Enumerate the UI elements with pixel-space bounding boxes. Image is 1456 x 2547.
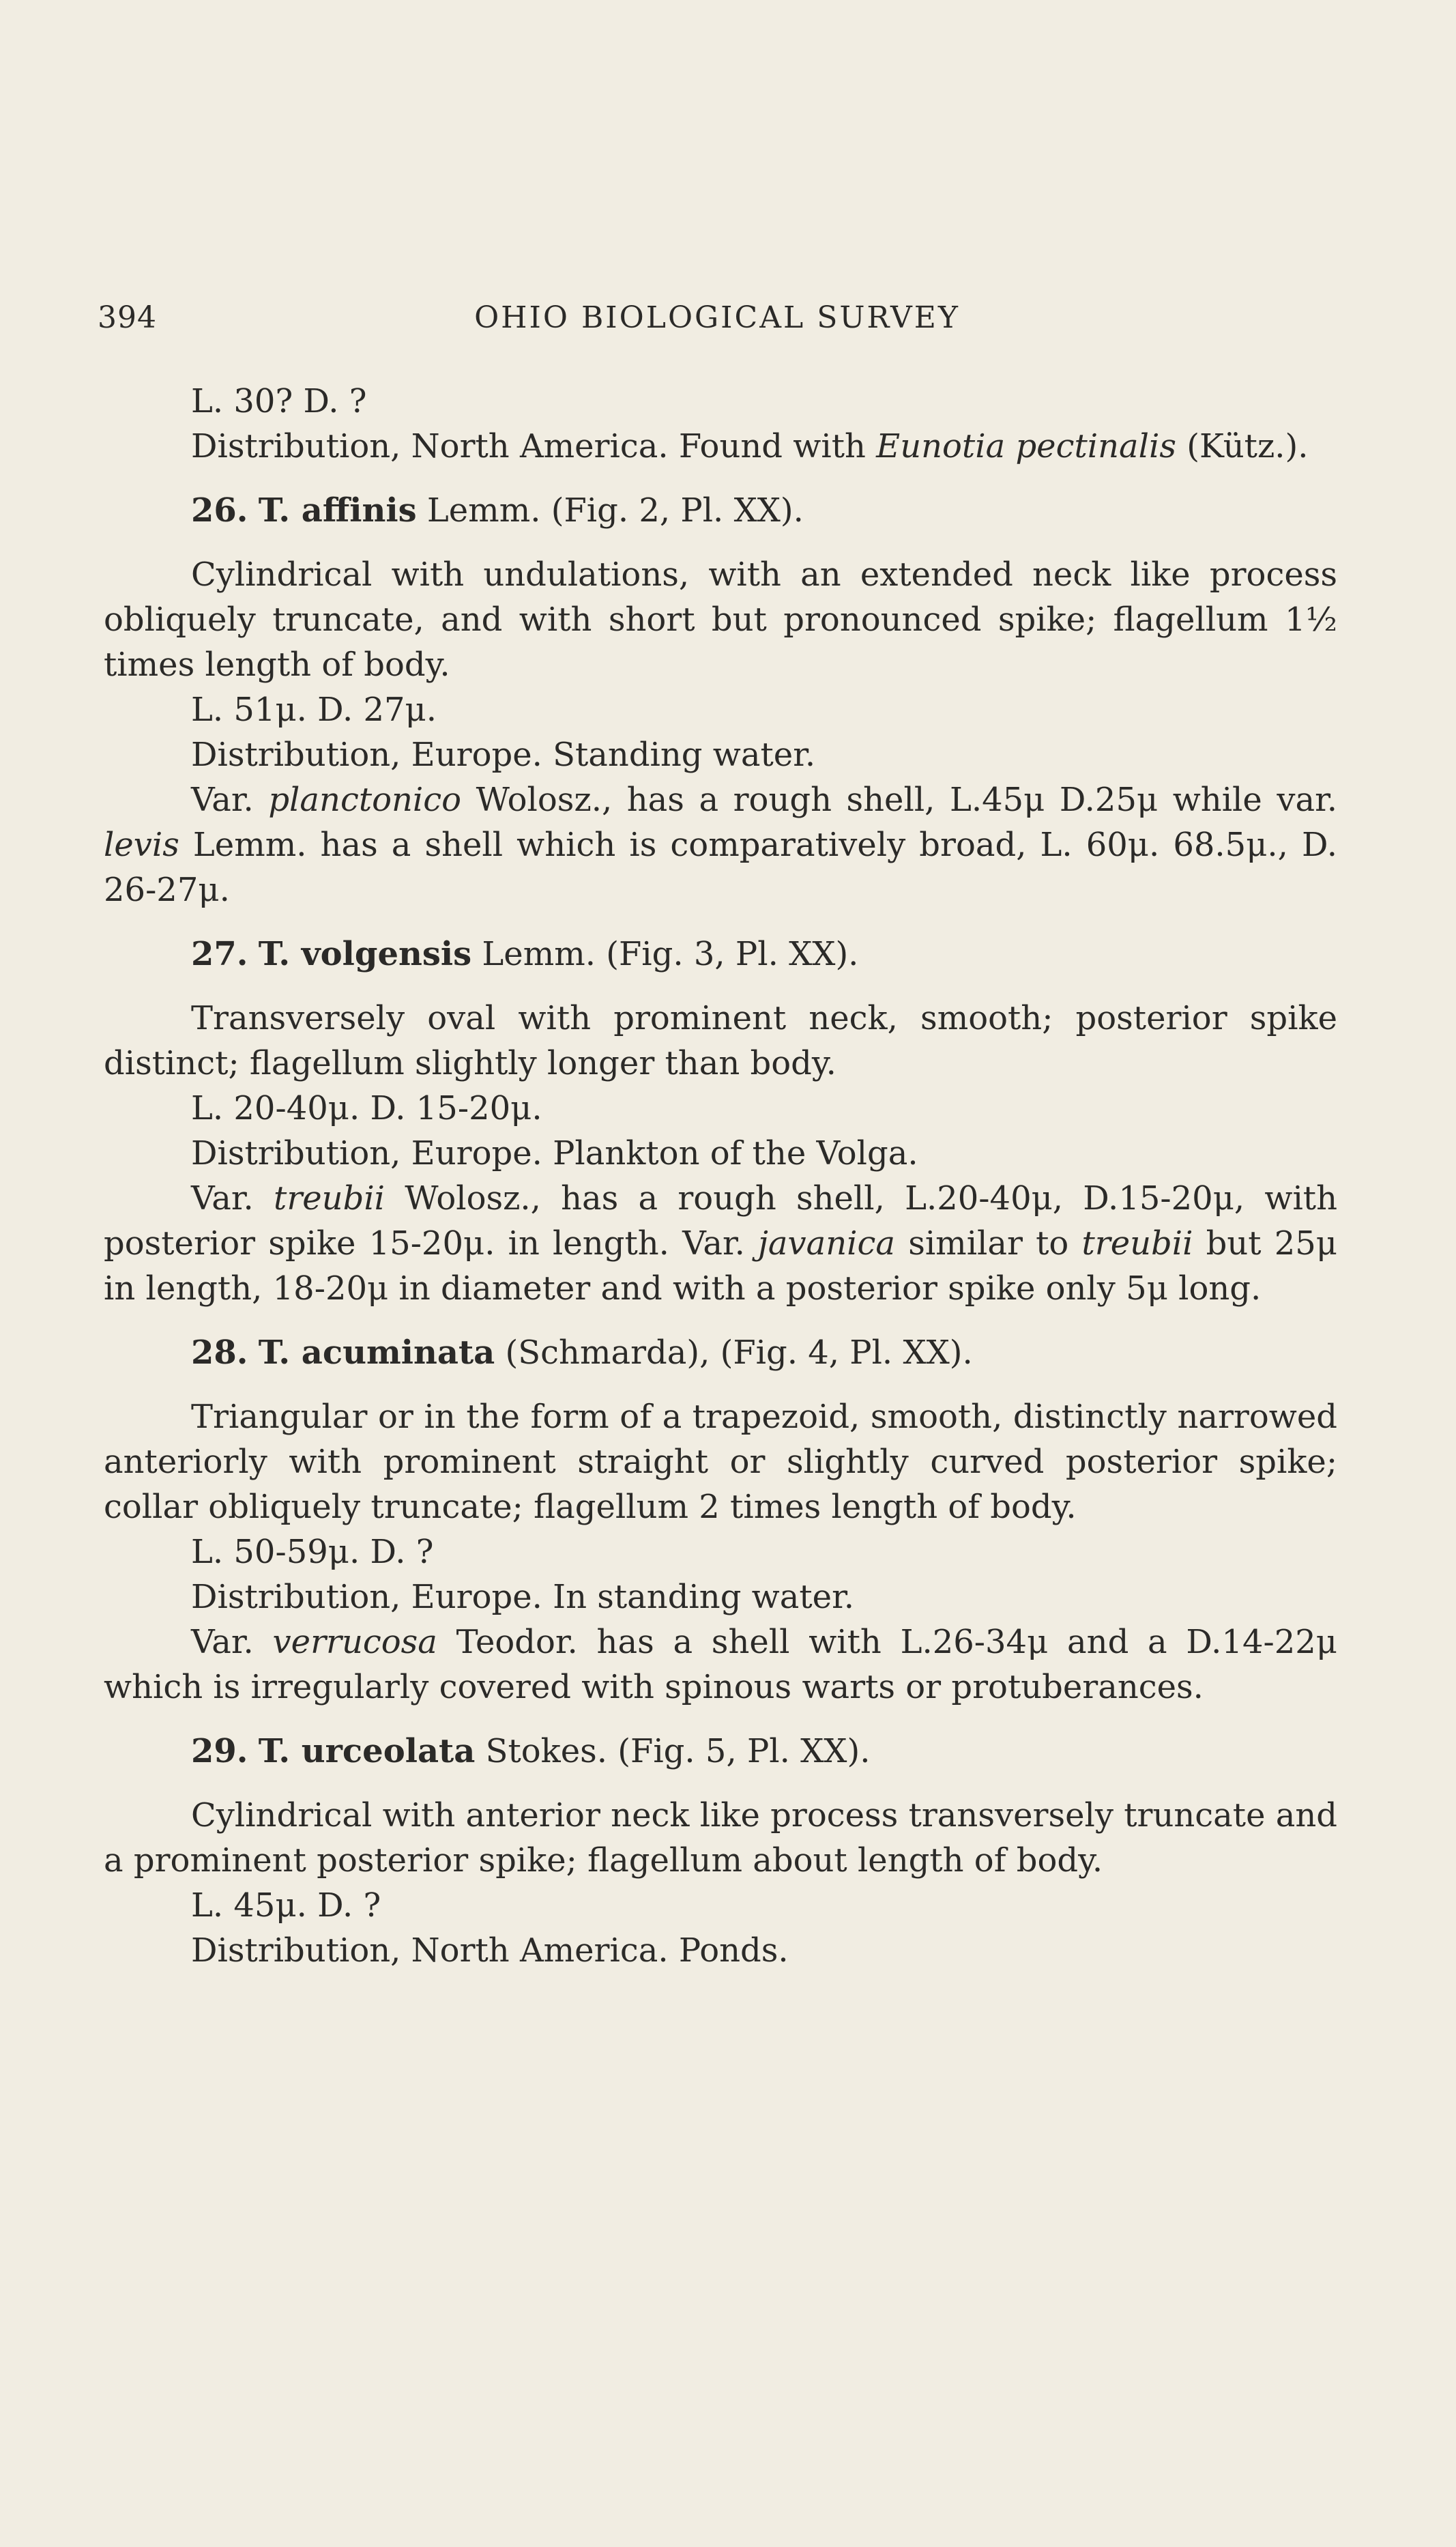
measurement-line: L. 30? D. ? bbox=[191, 382, 367, 420]
variety-text: Var. bbox=[191, 781, 269, 819]
variety-name: levis bbox=[104, 826, 179, 864]
variety-text: similar to bbox=[895, 1224, 1082, 1263]
distribution-paragraph bbox=[104, 424, 1337, 469]
entry-heading-28 bbox=[104, 1330, 1337, 1375]
variety-name: treubii bbox=[274, 1179, 385, 1218]
measurement-line: L. 20-40μ. D. 15-20μ. bbox=[191, 1089, 542, 1127]
variety-name: planctonico bbox=[268, 781, 462, 819]
description-paragraph: Triangular or in the form of a trapezoid, smooth, distinctly narrowed anteriorly with prominent straight or slightly curved posterior spike; collar obliquely truncate; flagellum 2 times length of body. bbox=[104, 1398, 1337, 1526]
description-paragraph: Cylindrical with anterior neck like process transversely truncate and a prominent posterior spike; flagellum about length of body. bbox=[104, 1796, 1337, 1880]
distribution-text: (Kütz.). bbox=[1186, 427, 1309, 465]
entry-heading-27 bbox=[104, 932, 1337, 977]
distribution-line: Distribution, North America. Ponds. bbox=[191, 1931, 789, 1970]
entry-heading-26 bbox=[104, 488, 1337, 533]
page-header bbox=[98, 300, 1337, 341]
page-number: 394 bbox=[98, 300, 157, 335]
species-authority: Lemm. (Fig. 2, Pl. XX). bbox=[426, 491, 804, 530]
variety-text: Wolosz., has a rough shell, L.20-40μ, D.15-20μ, with posterior spike 15-20μ. in length. Var. bbox=[104, 1179, 1338, 1263]
variety-name: javanica bbox=[758, 1224, 896, 1263]
page-body bbox=[104, 379, 1337, 1973]
distribution-line: Distribution, Europe. Standing water. bbox=[191, 736, 816, 774]
description-paragraph: Cylindrical with undulations, with an extended neck like process obliquely truncate, and with short but pronounced spike; flagellum 1½ times length of body. bbox=[104, 556, 1337, 684]
entry-heading-29 bbox=[104, 1729, 1337, 1774]
variety-name: treubii bbox=[1081, 1224, 1193, 1263]
species-name: Eunotia pectinalis bbox=[876, 427, 1176, 465]
variety-paragraph bbox=[104, 777, 1337, 912]
variety-text: Var. bbox=[191, 1623, 273, 1661]
measurement-line: L. 50-59μ. D. ? bbox=[191, 1533, 434, 1571]
variety-text: Teodor. has a shell with L.26-34μ and a D.14-22μ which is irregularly covered with spinous warts or protuberances. bbox=[104, 1623, 1337, 1706]
variety-paragraph bbox=[104, 1176, 1337, 1311]
variety-text: Wolosz., has a rough shell, L.45μ D.25μ while var. bbox=[461, 781, 1338, 819]
description-paragraph: Transversely oval with prominent neck, smooth; posterior spike distinct; flagellum slightly longer than body. bbox=[104, 999, 1337, 1082]
variety-text: but 25μ in length, 18-20μ in diameter and with a posterior spike only 5μ long. bbox=[104, 1224, 1337, 1308]
species-name: T. affinis bbox=[258, 491, 417, 530]
variety-name: verrucosa bbox=[272, 1623, 437, 1661]
variety-text: Lemm. has a shell which is comparatively broad, L. 60μ. 68.5μ., D. 26-27μ. bbox=[104, 826, 1337, 909]
entry-number: 26. bbox=[191, 491, 248, 530]
species-authority: Lemm. (Fig. 3, Pl. XX). bbox=[482, 935, 859, 973]
species-authority: Stokes. (Fig. 5, Pl. XX). bbox=[485, 1732, 871, 1770]
entry-number: 29. bbox=[191, 1732, 248, 1770]
entry-number: 28. bbox=[191, 1334, 248, 1372]
variety-paragraph bbox=[104, 1620, 1337, 1710]
distribution-text: Distribution, North America. Found with bbox=[191, 427, 877, 465]
distribution-line: Distribution, Europe. Plankton of the Volga. bbox=[191, 1134, 918, 1172]
species-name: T. acuminata bbox=[258, 1334, 495, 1372]
species-name: T. urceolata bbox=[258, 1732, 476, 1770]
measurement-line: L. 51μ. D. 27μ. bbox=[191, 691, 437, 729]
variety-text: Var. bbox=[191, 1179, 274, 1218]
species-name: T. volgensis bbox=[258, 935, 472, 973]
measurement-line: L. 45μ. D. ? bbox=[191, 1886, 381, 1925]
distribution-line: Distribution, Europe. In standing water. bbox=[191, 1578, 854, 1616]
entry-number: 27. bbox=[191, 935, 248, 973]
species-authority: (Schmarda), (Fig. 4, Pl. XX). bbox=[505, 1334, 973, 1372]
running-title: OHIO BIOLOGICAL SURVEY bbox=[474, 300, 960, 335]
